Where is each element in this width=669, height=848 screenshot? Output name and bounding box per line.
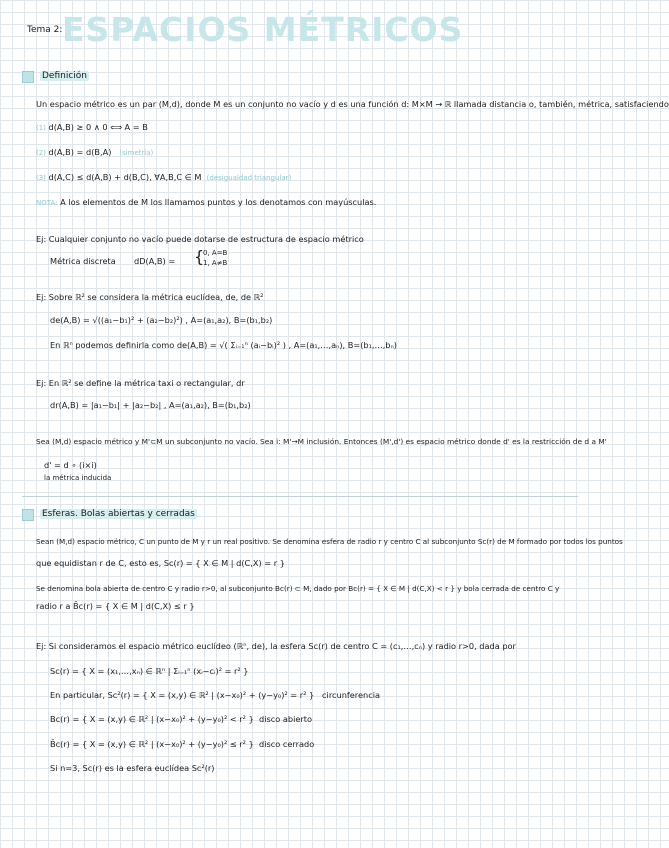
section-heading-esferas: Esferas. Bolas abiertas y cerradas bbox=[42, 509, 195, 519]
example-1: Ej: Cualquier conjunto no vacío puede dotarse de estructura de espacio métrico bbox=[36, 234, 364, 244]
circle-formula: En particular, Sc²(r) = { X = (x,y) ∈ ℝ² | (x−x₀)² + (y−y₀)² = r² } circunferencia bbox=[50, 690, 381, 700]
sphere-def-2: que equidistan r de C, esto es, Sc(r) = { X ∈ M | d(C,X) = r } bbox=[36, 558, 285, 568]
page-title: ESPACIOS MÉTRICOS bbox=[62, 10, 464, 49]
property-1: (1) d(A,B) ≥ 0 ∧ 0 ⟺ A = B bbox=[36, 122, 148, 132]
example-2-formula: de(A,B) = √((a₁−b₁)² + (a₂−b₂)²) , A=(a₁,a₂), B=(b₁,b₂) bbox=[50, 315, 273, 325]
subspace-text: Sea (M,d) espacio métrico y M'⊂M un subconjunto no vacío. Sea i: M'→M inclusión. Entonces (M',d') es espacio métrico donde d' es la restricción de d a M' bbox=[36, 437, 607, 446]
example-1-label: Métrica discreta bbox=[50, 256, 116, 266]
property-2: (2) d(A,B) = d(B,A) (simetría) bbox=[36, 147, 154, 157]
subspace-formula: d' = d ∘ (i×i) bbox=[44, 460, 97, 470]
section-checkbox bbox=[22, 509, 34, 521]
definition-intro: Un espacio métrico es un par (M,d), donde M es un conjunto no vacío y d es una función d: M×M → ℝ llamada distancia o, también, métrica, satisfaciendo bbox=[36, 99, 669, 109]
example-1-formula: dD(A,B) = bbox=[134, 256, 176, 266]
example-1-case-1: 0, A=B bbox=[203, 249, 228, 257]
section-checkbox bbox=[22, 71, 34, 83]
sphere-def-1: Sean (M,d) espacio métrico, C un punto de M y r un real positivo. Se denomina esfera de radio r y centro C al subconjunto Sc(r) de M formado por todos los puntos bbox=[36, 537, 623, 546]
subspace-label: la métrica inducida bbox=[44, 474, 112, 482]
example-3: Ej: En ℝ² se define la métrica taxi o rectangular, dr bbox=[36, 378, 245, 388]
property-3: (3) d(A,C) ≤ d(A,B) + d(B,C), ∀A,B,C ∈ M (desigualdad triangular) bbox=[36, 172, 292, 182]
ball-def-2: radio r a B̄c(r) = { X ∈ M | d(C,X) ≤ r } bbox=[36, 601, 195, 611]
example-2-general: En ℝⁿ podemos definirla como de(A,B) = √( Σᵢ₌₁ⁿ (aᵢ−bᵢ)² ) , A=(a₁,…,aₙ), B=(b₁,…,bₙ) bbox=[50, 340, 397, 350]
section-heading-definicion: Definición bbox=[42, 71, 87, 81]
topic-label: Tema 2: bbox=[27, 25, 63, 35]
brace-icon: { bbox=[194, 247, 205, 266]
sphere-formula: Sc(r) = { X = (x₁,…,xₙ) ∈ ℝⁿ | Σᵢ₌₁ⁿ (xᵢ−cᵢ)² = r² } bbox=[50, 666, 249, 676]
ball-def-1: Se denomina bola abierta de centro C y radio r>0, al subconjunto Bc(r) ⊂ M, dado por Bc(r) = { X ∈ M | d(C,X) < r } y bola cerrada de centro C y bbox=[36, 584, 560, 593]
open-disc-formula: Bc(r) = { X = (x,y) ∈ ℝ² | (x−x₀)² + (y−y₀)² < r² } disco abierto bbox=[50, 714, 312, 724]
example-3-formula: dr(A,B) = |a₁−b₁| + |a₂−b₂| , A=(a₁,a₂), B=(b₁,b₂) bbox=[50, 400, 251, 410]
divider bbox=[22, 496, 578, 497]
closed-disc-formula: B̄c(r) = { X = (x,y) ∈ ℝ² | (x−x₀)² + (y−y₀)² ≤ r² } disco cerrado bbox=[50, 739, 315, 749]
example-2: Ej: Sobre ℝ² se considera la métrica euclídea, de, de ℝ² bbox=[36, 292, 264, 302]
nota: NOTA: A los elementos de M los llamamos puntos y los denotamos con mayúsculas. bbox=[36, 197, 377, 207]
example-1-case-2: 1, A≠B bbox=[203, 259, 228, 267]
example-euclidean: Ej: Si consideramos el espacio métrico euclídeo (ℝⁿ, de), la esfera Sc(r) de centro C = (c₁,…,cₙ) y radio r>0, dada por bbox=[36, 641, 516, 651]
sphere-n3: Si n=3, Sc(r) es la esfera euclídea Sc²(r) bbox=[50, 763, 215, 773]
